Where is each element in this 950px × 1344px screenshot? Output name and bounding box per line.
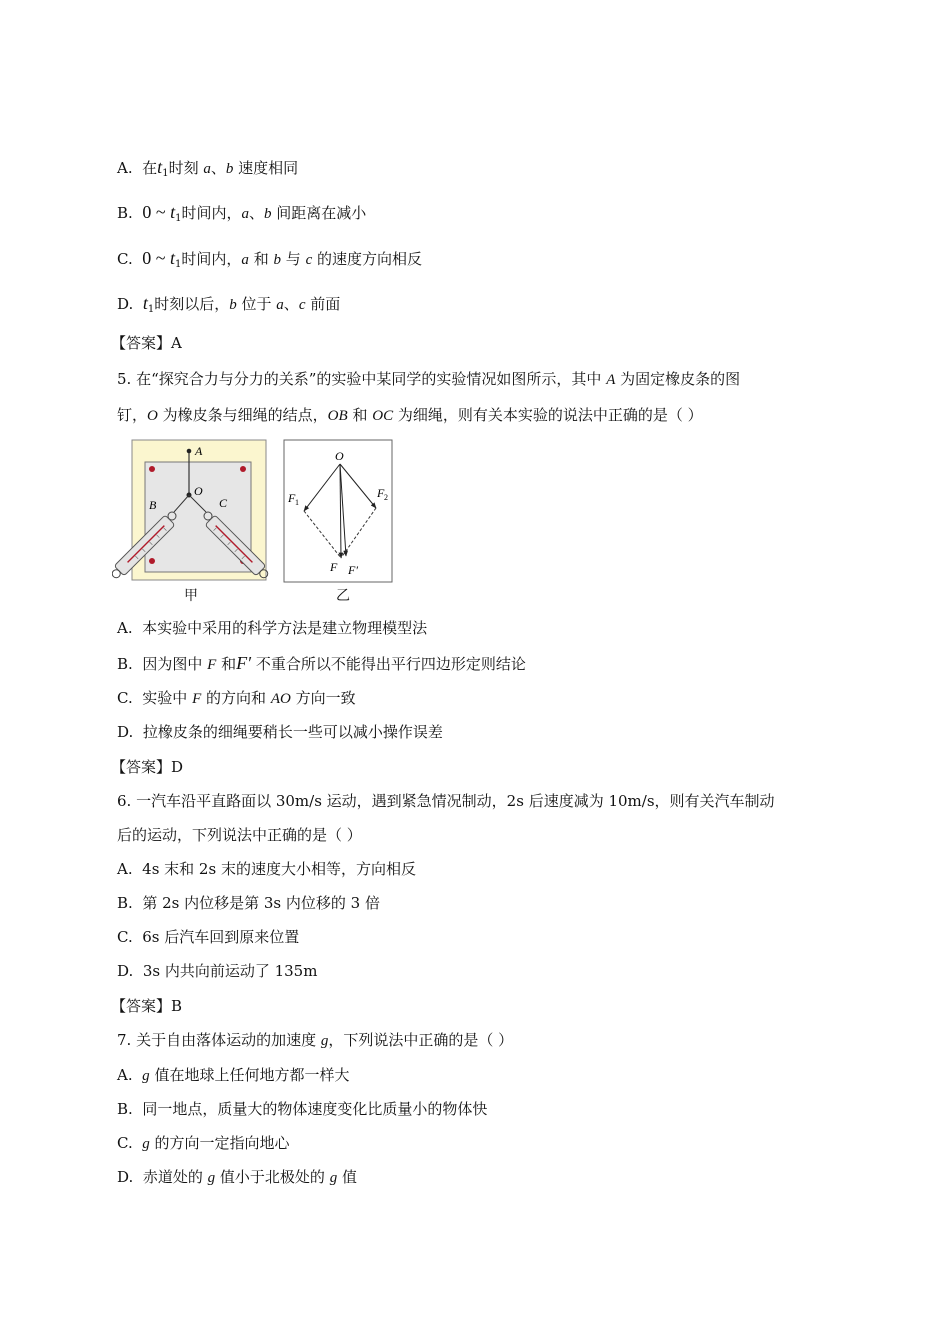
fig-label-f1: F <box>288 491 296 505</box>
q7-option-a: A. g 值在地球上任何地方都一样大 <box>117 1066 350 1084</box>
caption-jia: 甲 <box>184 588 198 604</box>
q5-stem-line2: 钉，O 为橡皮条与细绳的结点，OB 和 OC 为细绳，则有关本实验的说法中正确的是（ ） <box>117 406 703 424</box>
q5-stem-line1: 5. 在“探究合力与分力的关系”的实验中某同学的实验情况如图所示，其中 A 为固定橡皮条的图 <box>117 370 741 388</box>
fig-label-o2: O <box>335 449 344 463</box>
q5-option-b: B. 因为图中 F 和F′ 不重合所以不能得出平行四边形定则结论 <box>117 653 526 673</box>
fig-label-fprime: F′ <box>348 563 358 577</box>
figure-jia <box>112 436 272 584</box>
fig-label-f: F <box>330 560 338 574</box>
answer-4: 【答案】A <box>111 334 182 352</box>
caption-yi: 乙 <box>336 588 350 604</box>
fig-label-a: A <box>195 444 203 458</box>
q7-option-b: B. 同一地点，质量大的物体速度变化比质量小的物体快 <box>117 1100 488 1118</box>
q5-option-a: A. 本实验中采用的科学方法是建立物理模型法 <box>117 619 428 637</box>
q7-option-d: D. 赤道处的 g 值小于北极处的 g 值 <box>117 1168 357 1186</box>
figure-yi <box>282 436 396 584</box>
q7-option-c: C. g 的方向一定指向地心 <box>117 1134 290 1152</box>
fig-label-f2: F <box>377 486 385 500</box>
q4-option-d: D. $t_1$时刻以后，b 位于 a、c 前面 <box>117 293 341 315</box>
q4-option-a: A. 在$t_1$时刻 a、b 速度相同 <box>117 157 299 179</box>
fig-label-o: O <box>194 484 203 498</box>
q4-option-b: B. 0 ~ $t_1$时间内，a、b 间距离在减小 <box>117 202 367 224</box>
q6-option-a: A. 4s 末和 2s 末的速度大小相等，方向相反 <box>117 860 416 878</box>
q5-option-c: C. 实验中 F 的方向和 AO 方向一致 <box>117 689 356 707</box>
pin-bottom-left <box>149 558 155 564</box>
fig-label-b: B <box>149 498 157 512</box>
fig-label-f1-sub: 1 <box>295 498 299 507</box>
q6-stem-line2: 后的运动，下列说法中正确的是（ ） <box>117 826 362 844</box>
q5-option-d: D. 拉橡皮条的细绳要稍长一些可以减小操作误差 <box>117 723 443 741</box>
pin-top-left <box>149 466 155 472</box>
pin-top-right <box>240 466 246 472</box>
q7-stem: 7. 关于自由落体运动的加速度 g，下列说法中正确的是（ ） <box>117 1031 514 1049</box>
answer-5: 【答案】D <box>111 758 184 776</box>
q6-stem-line1: 6. 一汽车沿平直路面以 30m/s 运动，遇到紧急情况制动，2s 后速度减为 10m/s，则有关汽车制动 <box>117 792 775 810</box>
q4-option-c: C. 0 ~ $t_1$时间内，a 和 b 与 c 的速度方向相反 <box>117 248 423 270</box>
fig-label-f2-sub: 2 <box>384 493 388 502</box>
answer-6: 【答案】B <box>111 997 183 1015</box>
fig-label-c: C <box>219 496 228 510</box>
q6-option-c: C. 6s 后汽车回到原来位置 <box>117 928 300 946</box>
q6-option-b: B. 第 2s 内位移是第 3s 内位移的 3 倍 <box>117 894 380 912</box>
q6-option-d: D. 3s 内共向前运动了 135m <box>117 962 318 980</box>
